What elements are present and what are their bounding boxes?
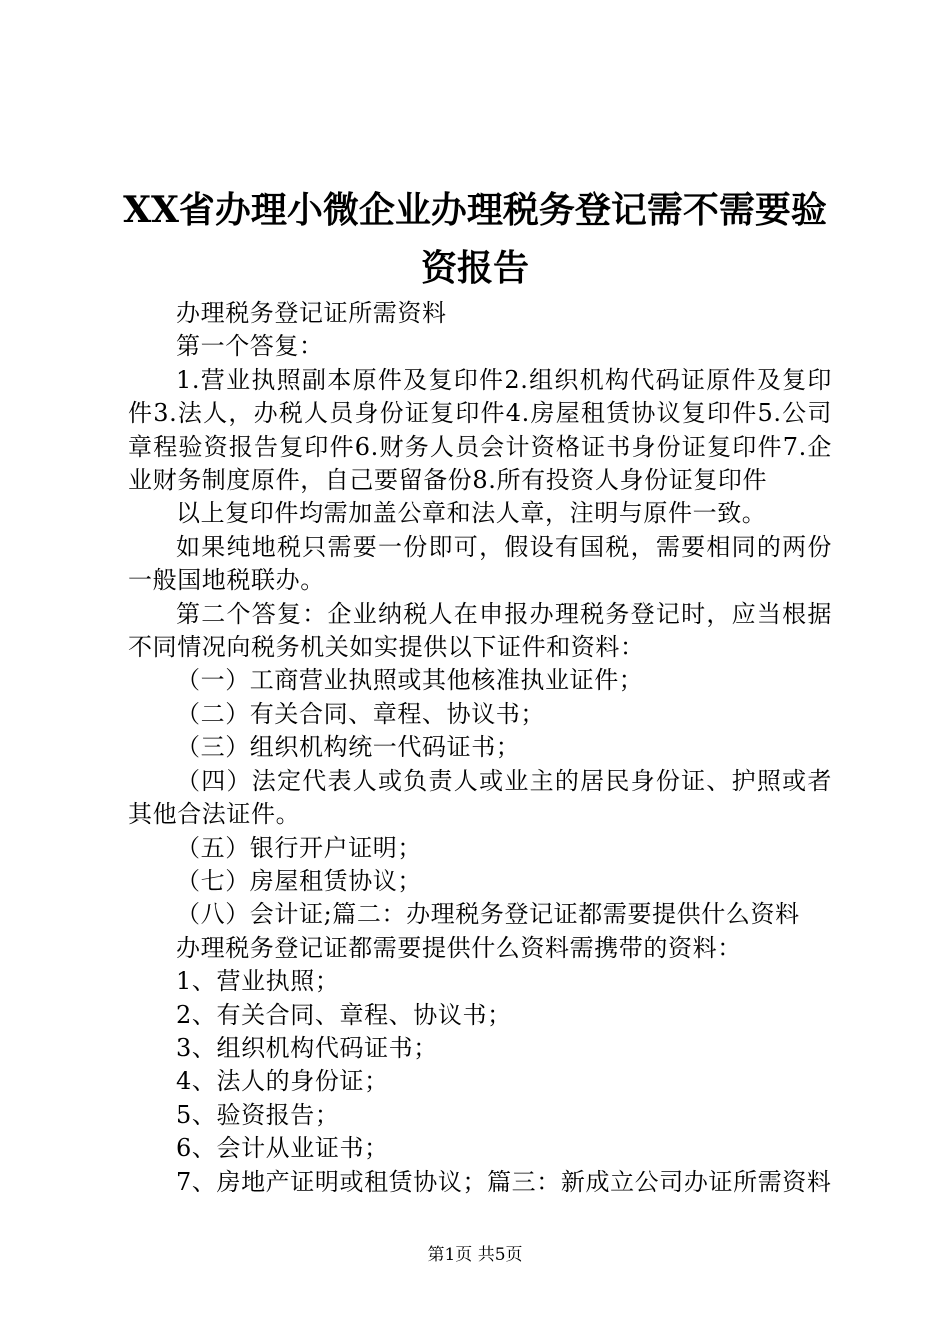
paragraph: （八）会计证;篇二：办理税务登记证都需要提供什么资料 xyxy=(176,900,800,929)
paragraph: 6、会计从业证书； xyxy=(176,1134,389,1163)
paragraph: （二）有关合同、章程、协议书； xyxy=(176,699,545,728)
paragraph: （三）组织机构统一代码证书； xyxy=(176,733,521,762)
paragraph: 办理税务登记证所需资料 xyxy=(176,299,447,327)
paragraph: 3、组织机构代码证书； xyxy=(176,1033,438,1062)
paragraph: 1、营业执照； xyxy=(176,967,340,996)
paragraph: 办理税务登记证都需要提供什么资料需携带的资料： xyxy=(176,933,742,962)
paragraph: （四）法定代表人或负责人或业主的居民身份证、护照或者其他合法证件。 xyxy=(128,766,832,829)
paragraph: 以上复印件均需加盖公章和法人章，注明与原件一致。 xyxy=(176,499,767,528)
document-title-line-2: 资报告 xyxy=(420,247,529,289)
paragraph: （五）银行开户证明； xyxy=(176,833,422,862)
document-title-line-1: XX省办理小微企业办理税务登记需不需要验 xyxy=(123,189,827,231)
paragraph: 5、验资报告； xyxy=(176,1100,340,1129)
paragraph: 第二个答复：企业纳税人在申报办理税务登记时，应当根据不同情况向税务机关如实提供以下证件和资料： xyxy=(128,599,832,662)
paragraph: 如果纯地税只需要一份即可，假设有国税，需要相同的两份一般国地税联办。 xyxy=(128,532,832,595)
paragraph: 1.营业执照副本原件及复印件2.组织机构代码证原件及复印件3.法人，办税人员身份证复印件4.房屋租赁协议复印件5.公司章程验资报告复印件6.财务人员会计资格证书身份证复印件7.企业财务制度原件，自己要留备份8.所有投资人身份证复印件 xyxy=(128,365,832,495)
paragraph: 2、有关合同、章程、协议书； xyxy=(176,1000,512,1029)
paragraph: （七）房屋租赁协议； xyxy=(176,866,422,895)
paragraph: 第一个答复： xyxy=(176,332,324,361)
paragraph: 7、房地产证明或租赁协议；篇三：新成立公司办证所需资料 xyxy=(176,1167,832,1196)
document-body xyxy=(128,297,832,1199)
paragraph: 4、法人的身份证； xyxy=(176,1067,389,1096)
paragraph: （一）工商营业执照或其他核准执业证件； xyxy=(176,666,644,695)
page-number-footer: 第1页 共5页 xyxy=(427,1245,523,1265)
